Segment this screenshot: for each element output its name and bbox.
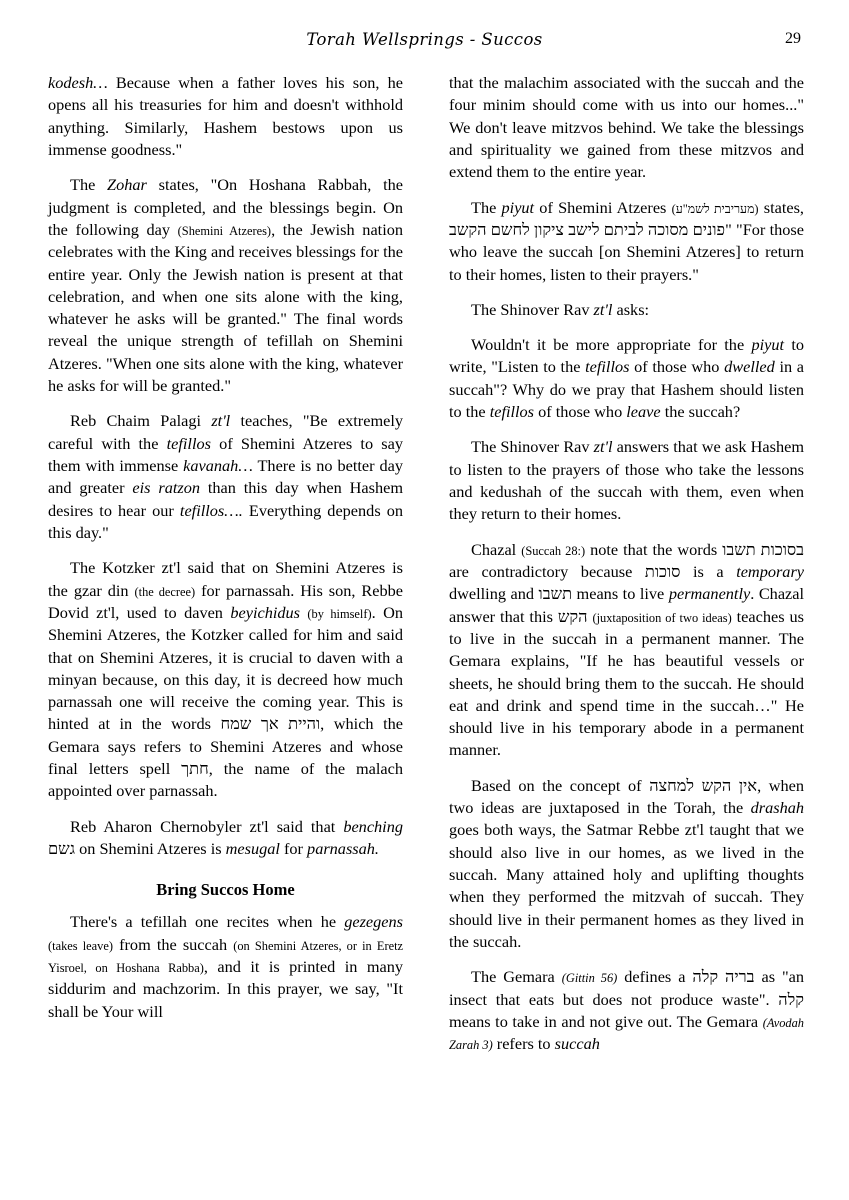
- text-run: defines a: [617, 967, 693, 987]
- text-run: leave: [626, 402, 661, 422]
- text-run: The Shinover Rav: [471, 437, 594, 457]
- text-run: (by himself): [307, 606, 372, 621]
- text-run: The Shinover Rav: [471, 299, 594, 319]
- text-run: אין הקש למחצה: [649, 775, 758, 795]
- text-run: The Gemara: [471, 967, 562, 987]
- text-run: There's a tefillah one recites when he: [70, 912, 345, 932]
- text-run: to write, "Listen to the: [449, 335, 804, 377]
- paragraph: [449, 334, 804, 423]
- text-run: that the malachim associated with the succah and the four minim should come with us into our homes..." We don't leave mitzvos behind. We take the blessings and spirituality we gained from these mitzvos and extend them to the entire year.: [449, 73, 804, 182]
- text-run: drashah: [750, 798, 804, 818]
- text-run: (the decree): [134, 584, 196, 599]
- text-run: Wouldn't it be more appropriate for the: [471, 335, 752, 355]
- left-column-paragraphs: [48, 72, 403, 860]
- text-run: benching: [343, 816, 403, 836]
- text-run: means to take in and not give out. The Gemara: [449, 1011, 763, 1031]
- text-run: The: [471, 197, 502, 217]
- page-number: 29: [785, 30, 801, 47]
- text-run: teaches us to live in the succah in a permanent manner. The Gemara explains, "If he has beautiful vessels or sheets, he should bring them to the succah. He should eat and drink and spend time in the succah…" He should live in his temporary abode in a permanent manner.: [449, 606, 804, 760]
- text-run: והיית אך שמח: [220, 714, 321, 734]
- text-run: piyut: [501, 197, 535, 217]
- text-run: Reb Chaim Palagi: [70, 411, 212, 431]
- text-run: from the succah: [112, 934, 234, 954]
- text-run: גשם: [48, 839, 76, 858]
- book-title: Torah Wellsprings - Succos: [306, 30, 543, 49]
- text-run: Everything depends on this day.": [48, 500, 404, 542]
- text-run: Reb Aharon Chernobyler zt'l said that: [70, 816, 344, 836]
- left-column: [48, 72, 403, 1069]
- text-run: permanently: [668, 584, 751, 604]
- paragraph: [449, 966, 804, 1055]
- text-run: tefillos….: [179, 500, 243, 520]
- text-run: in a succah"? Why do we pray that Hashem should listen to the: [449, 357, 805, 422]
- text-run: dwelled: [724, 357, 775, 377]
- text-run: on Shemini Atzeres is: [75, 839, 226, 858]
- text-run: than this day when Hashem desires to hear our: [48, 478, 403, 520]
- text-run: (juxtaposition of two ideas): [592, 610, 732, 625]
- text-run: (Shemini Atzeres): [177, 223, 272, 238]
- text-run: eis ratzon: [132, 478, 200, 498]
- text-run: (takes leave): [48, 938, 113, 953]
- right-column: [449, 72, 804, 1069]
- paragraph: [48, 174, 403, 397]
- text-run: בריה קלה: [692, 967, 755, 987]
- text-run: is a: [680, 561, 737, 581]
- two-column-body: [48, 72, 804, 1069]
- text-run: for: [279, 839, 308, 858]
- text-run: are contradictory because: [449, 561, 645, 581]
- text-run: asks:: [612, 299, 650, 319]
- text-run: The: [70, 175, 108, 195]
- paragraph: [449, 72, 804, 184]
- text-run: , and it is printed in many siddurim and machzorim. In this prayer, we say, "It shall be Your will: [48, 956, 403, 1021]
- text-run: of those who: [629, 357, 725, 377]
- paragraph: [449, 775, 804, 954]
- text-run: Based on the concept of: [471, 775, 650, 795]
- text-run: kodesh…: [48, 73, 108, 92]
- text-run: (on Shemini Atzeres, or in Eretz Yisroel, on Hoshana Rabba): [48, 938, 404, 975]
- text-run: mesugal: [225, 839, 280, 858]
- paragraph: [48, 72, 403, 161]
- text-run: of Shemini Atzeres: [534, 197, 672, 217]
- text-run: dwelling and: [449, 584, 539, 604]
- text-run: kavanah…: [183, 456, 253, 475]
- text-run: states, "On Hoshana Rabbah, the judgment is completed, and the blessings begin. On the following day: [48, 175, 403, 239]
- page-header: [48, 30, 801, 58]
- text-run: beyichidus: [230, 602, 300, 622]
- text-run: . Chazal answer that this: [449, 584, 805, 626]
- right-column-paragraphs: [449, 72, 804, 1056]
- text-run: temporary: [736, 561, 805, 581]
- text-run: (Avodah Zarah 3): [449, 1015, 804, 1053]
- text-run: note that the words: [585, 539, 723, 559]
- text-run: piyut: [751, 335, 785, 355]
- text-run: zt'l: [211, 411, 231, 431]
- paragraph: [449, 436, 804, 525]
- text-run: The Kotzker zt'l said that on Shemini Atzeres is the gzar din: [48, 558, 403, 600]
- text-run: קלה: [778, 989, 804, 1009]
- text-run: the succah?: [660, 402, 741, 422]
- text-run: Chazal: [471, 539, 522, 559]
- paragraph: [449, 539, 804, 762]
- text-run: of those who: [534, 402, 627, 422]
- text-run: , when two ideas are juxtaposed in the Torah, the: [449, 775, 805, 818]
- paragraph: [48, 816, 403, 861]
- text-run: , the name of the malach appointed over parnassah.: [48, 759, 404, 801]
- text-run: סוכות: [644, 561, 681, 581]
- text-run: of Shemini Atzeres to say them with immense: [48, 433, 404, 475]
- text-run: There is no better day and greater: [48, 456, 403, 498]
- paragraph: [449, 197, 804, 286]
- text-run: gezegens: [344, 912, 403, 932]
- text-run: תשבו: [538, 584, 573, 604]
- paragraph: [48, 557, 403, 802]
- text-run: Because when a father loves his son, he opens all his treasuries for him and doesn't withhold anything. Similarly, Hashem bestows upon us immense goodness.": [48, 73, 403, 159]
- text-run: "For those who leave the succah [on Shemini Atzeres] to return to their homes, listen to their prayers.": [449, 219, 804, 284]
- text-run: answers that we ask Hashem to listen to the prayers of those who take the lessons and kedushah of the succah with them, even when they return to their homes.: [449, 437, 805, 524]
- left-column-paragraphs-after: [48, 911, 403, 1023]
- text-run: means to live: [572, 584, 669, 604]
- text-run: parnassah.: [307, 839, 379, 858]
- text-run: for parnassah. His son, Rebbe Dovid zt'l, used to daven: [48, 580, 404, 622]
- section-subheading: Bring Succos Home: [156, 880, 295, 900]
- text-run: refers to: [492, 1034, 555, 1054]
- text-run: , which the Gemara says refers to Shemini Atzeres and whose final letters spell: [48, 714, 403, 779]
- text-run: tefillos: [166, 433, 211, 453]
- text-run: states,: [758, 197, 804, 217]
- text-run: zt'l: [593, 299, 613, 319]
- text-run: , the Jewish nation celebrates with the King and receives blessings for the entire year. Only the Jewish nation is present at that celebration, and when one sits alone with the king, whatever he asks will be granted." The final words reveal the unique strength of tefillah on Shemini Atzeres. "When one sits alone with the king, whatever he asks for will be granted.": [48, 219, 403, 396]
- text-run: tefillos: [489, 402, 535, 422]
- text-run: teaches, "Be extremely careful with the: [48, 411, 403, 453]
- text-run: tefillos: [585, 357, 630, 377]
- text-run: Zohar: [107, 175, 147, 195]
- text-run: goes both ways, the Satmar Rebbe zt'l taught that we should also live in our homes, as we lived in the succah. Many attained holy and uplifting thoughts when they performed the mitzvah of succah. They should live in their permanent homes as they lived in the succah.: [449, 820, 804, 951]
- text-run: "פונים מסוכה לביתם לישב ציקון לחשם הקשב: [449, 219, 732, 239]
- text-run: בסוכות תשבו: [722, 539, 804, 559]
- text-run: succah: [554, 1034, 600, 1054]
- text-run: (Gittin 56): [561, 971, 618, 986]
- text-run: הקש: [557, 606, 588, 626]
- text-run: (מעריבית לשמ"ע): [671, 201, 759, 216]
- text-run: . On Shemini Atzeres, the Kotzker called for him and said that on Shemini Atzeres, it is crucial to daven with a minyan because, on this day, it is decreed how much parnassah one will receive the coming year. This is hinted at in the words: [48, 602, 403, 734]
- paragraph: [449, 299, 804, 321]
- paragraph: [48, 911, 403, 1023]
- text-run: zt'l: [593, 437, 613, 457]
- text-run: (Succah 28:): [521, 543, 586, 558]
- text-run: חתך: [181, 759, 209, 779]
- text-run: as "an insect that eats but does not produce waste".: [449, 967, 805, 1009]
- paragraph: [48, 410, 403, 544]
